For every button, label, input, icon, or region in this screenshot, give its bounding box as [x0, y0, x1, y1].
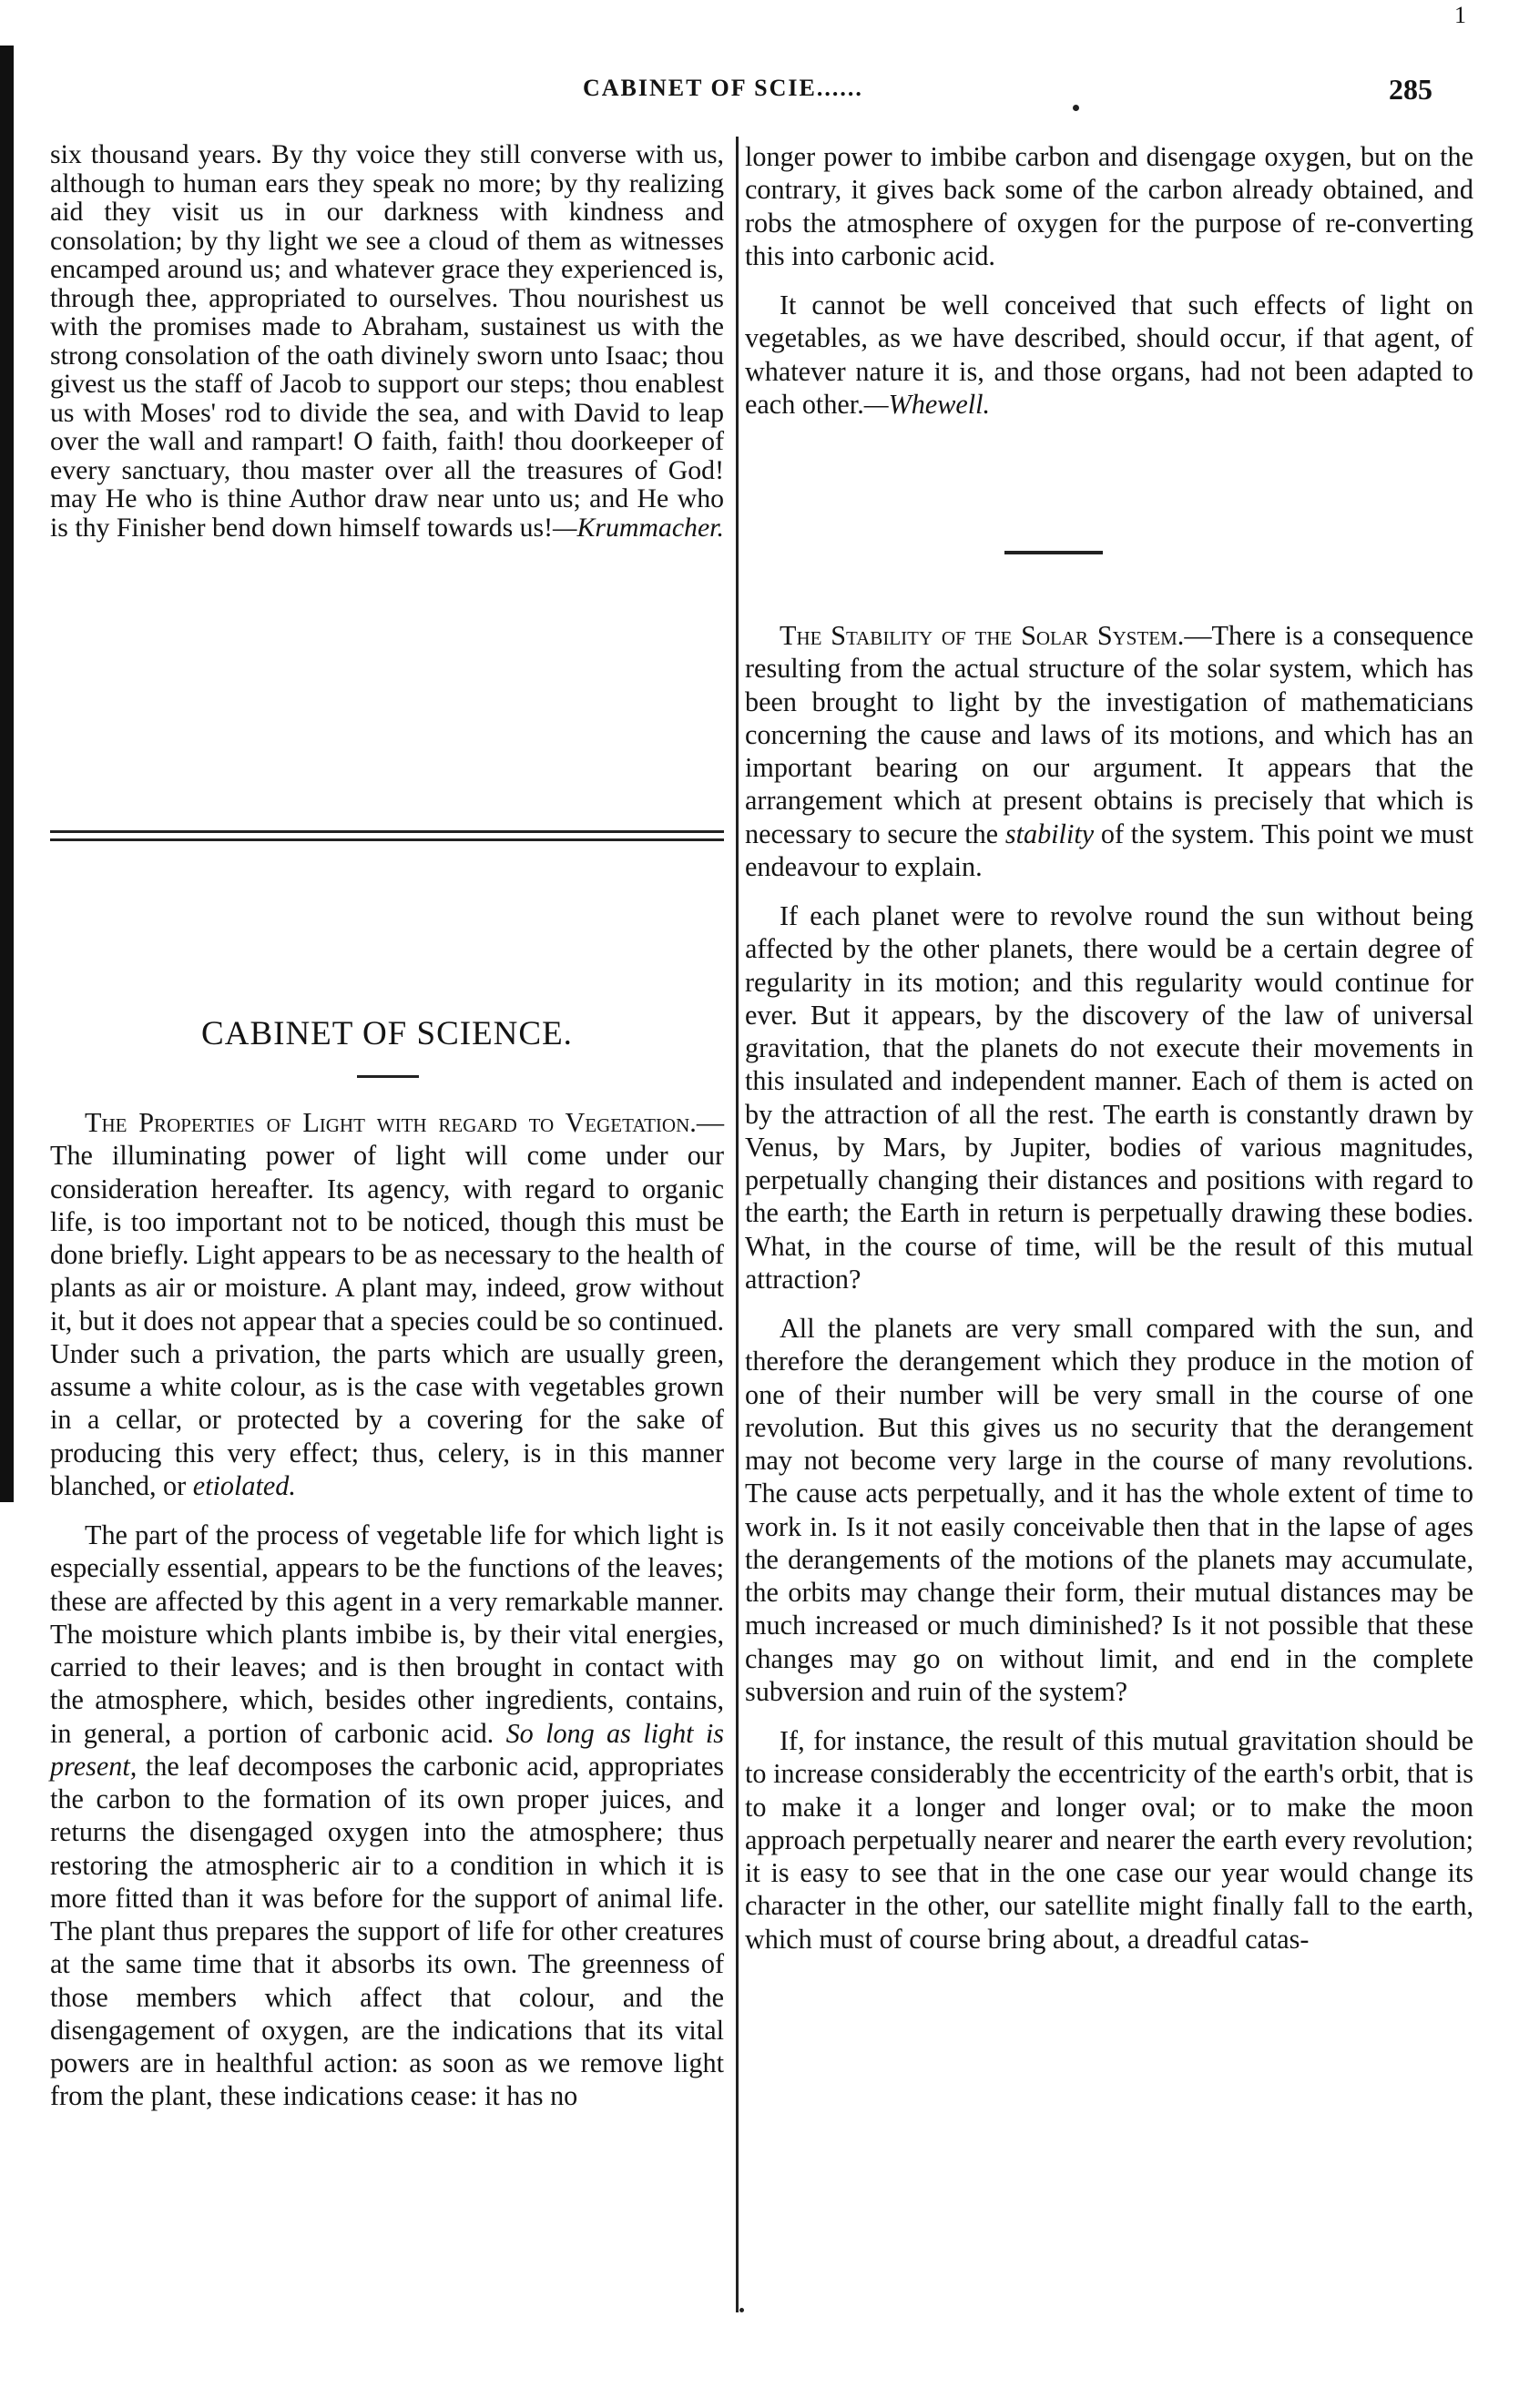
- article-paragraph: longer power to imbibe carbon and disengage oxygen, but on the contrary, it gives back some of the carbon already obtained, and robs the atmosphere of oxygen for the purpose of re-converting this into carbonic acid.: [745, 141, 1473, 271]
- italic-term: stability: [1004, 818, 1095, 849]
- article-paragraph: [50, 1519, 724, 2113]
- heading-rule: [357, 1075, 419, 1078]
- quote-paragraph: [50, 140, 724, 542]
- quote-attribution: —Krummacher.: [553, 512, 724, 543]
- article-paragraph: [50, 1106, 724, 1502]
- paragraph-text-cont: the leaf decomposes the carbonic acid, appropriates the carbon to the formation of its own proper juices, and returns the disengaged oxygen into the atmosphere; thus restoring the atmospheric air to a condition in which it is more fitted than it was before for the support of animal life. The plant thus prepares the support of life for other creatures at the same time that it absorbs its own. The greenness of those members which affect that colour, and the disengagement of oxygen, are the indications that its vital powers are in healthful action: as soon as we remove light from the plant, these indications cease: it has no: [50, 1750, 724, 2112]
- left-column-article: [50, 1106, 724, 2113]
- attribution: —Whewell.: [863, 388, 991, 420]
- section-rule: [1004, 551, 1103, 554]
- article-paragraph: If, for instance, the result of this mutual gravitation should be to increase considerably the eccentricity of the earth's orbit, that is to make it a longer and longer oval; or to make the moon approach perpetually nearer and nearer the earth every revolution; it is easy to see that in the one case our year would change its character in the other, our satellite might finally fall to the earth, which must of course bring about, a dreadful catas-: [745, 1725, 1473, 1955]
- paragraph-text: The part of the process of vegetable life for which light is especially essential, appears to be the functions of the leaves; these are affected by this agent in a very remarkable manner. The moisture which plants imbibe is, by their vital energies, carried to their leaves; and is then brought in contact with the atmosphere, which, besides other ingredients, contains, in general, a portion of carbonic acid.: [50, 1519, 724, 1749]
- page-number: 285: [1389, 73, 1432, 106]
- column-rule: [736, 137, 739, 2312]
- article-paragraph: [745, 619, 1473, 883]
- printer-dot: [1073, 105, 1079, 111]
- article-paragraph: [745, 289, 1473, 421]
- paragraph-text: —The illuminating power of light will come under our consideration hereafter. Its agency, with regard to organic life, is too important not to be noticed, though this must be done briefly. Light appears to be as necessary to the health of plants as air or moisture. A plant may, indeed, grow without it, but it does not appear that a species could be so continued. Under such a privation, the parts which are usually green, assume a white colour, as is the case with vegetables grown in a cellar, or protected by a covering for the sake of producing this very effect; thus, celery, is in this manner blanched, or: [50, 1107, 724, 1501]
- article-paragraph: If each planet were to revolve round the sun without being affected by the other planets, there would be a certain degree of regularity in its motion; and this regularity would continue for ever. But it appears, by the discovery of the law of universal gravitation, that the planets do not execute their movements in this insulated and independent manner. Each of them is acted on by the attraction of all the rest. The earth is constantly drawn by Venus, by Mars, by Jupiter, bodies of various magnitudes, perpetually changing their distances and positions with regard to the earth; the Earth in return is perpetually drawing these bodies. What, in the course of time, will be the result of this mutual attraction?: [745, 900, 1473, 1295]
- printer-dot: [739, 2308, 744, 2312]
- article-paragraph: All the planets are very small compared with the sun, and therefore the derangement which they produce in the motion of one of their number will be very small in the course of one revolution. But this gives us no security that the derangement may not become very large in the course of many revolutions. The cause acts perpetually, and it has the whole extent of time to work in. Is it not easily conceivable then that in the lapse of ages the derangements of the motions of the planets may accumulate, the orbits may change their form, their mutual distances may be much increased or much diminished? Is it not possible that these changes may go on without limit, and end in the complete subversion and ruin of the system?: [745, 1313, 1473, 1707]
- quote-text: six thousand years. By thy voice they still converse with us, although to human ears they speak no more; by thy realizing aid they visit us in our darkness with kindness and consolation; by thy light we see a cloud of them as witnesses encamped around us; and whatever grace they experienced is, through thee, appropriated to ourselves. Thou nourishest us with the promises made to Abraham, sustainest us with the strong consolation of the oath divinely sworn unto Isaac; thou givest us the staff of Jacob to support our steps; thou enablest us with Moses' rod to divide the sea, and with David to leap over the wall and rampart! O faith, faith! thou doorkeeper of every sanctuary, thou master over all the treasures of God! may He who is thine Author draw near unto us; and He who is thy Finisher bend down himself towards us!: [50, 139, 724, 543]
- paragraph-text: —There is a consequence resulting from the actual structure of the solar system, which has been brought to light by the investigation of mathematicians concerning the cause and laws of its motions, and which has an important bearing on our argument. It appears that the arrangement which at present obtains is precisely that which is necessary to secure the: [745, 620, 1473, 849]
- page-edge-bar: [0, 46, 14, 1502]
- right-column-article: [745, 619, 1473, 1956]
- paragraph-text-cont: of the system. This point we must endeavour to explain.: [745, 818, 1473, 882]
- left-column: [50, 140, 724, 542]
- italic-term: etiolated.: [192, 1469, 296, 1501]
- article-title: The Properties of Light with regard to Vegetation.: [85, 1107, 697, 1138]
- italic-phrase: So long as light is present,: [50, 1717, 725, 1782]
- section-heading: CABINET OF SCIENCE.: [201, 1015, 573, 1052]
- right-column: [745, 140, 1473, 421]
- double-rule-divider: [50, 830, 724, 841]
- article-title: The Stability of the Solar System.: [780, 620, 1185, 651]
- corner-mark: 1: [1454, 2, 1466, 28]
- running-head: CABINET OF SCIE......: [583, 75, 863, 101]
- paragraph-text: It cannot be well conceived that such effects of light on vegetables, as we have described, should occur, if that agent, of whatever nature it is, and those organs, had not been adapted to each other.: [745, 290, 1473, 420]
